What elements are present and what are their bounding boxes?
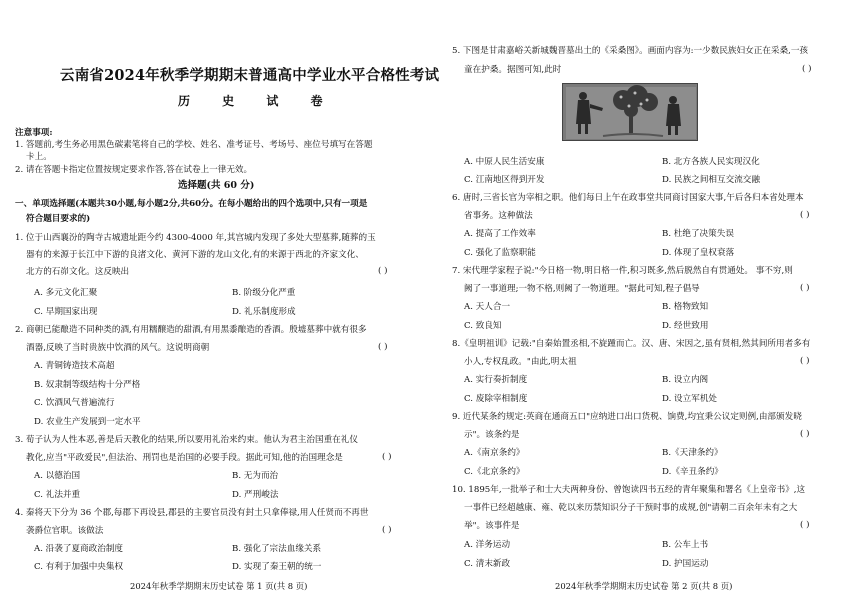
option-d: D. 经世致用 (662, 321, 709, 331)
option-c: C. 早期国家出现 (34, 307, 98, 317)
option-d: D. 护国运动 (662, 559, 709, 569)
option-a: A. 中原人民生活安康 (464, 157, 545, 167)
answer-paren: ( ) (382, 452, 392, 462)
option-b: B. 设立内阁 (662, 375, 709, 385)
option-c: C. 强化了监察职能 (464, 248, 536, 258)
option-c: C. 致良知 (464, 321, 502, 331)
question-stem: 6. 唐时,三省长官为宰相之职。他们每日上午在政事堂共同商讨国家大事,午后各归本省处理本 (452, 193, 804, 203)
question-stem: 1. 位于山西襄汾的陶寺古城遗址距今约 4300-4000 年,其宫城内发现了多处大型墓葬,随葬的玉 (15, 233, 376, 243)
question-stem: 一事件已经超越康、雍、乾以来历禁知识分子干预时事的成规,创"请朝二百余年未有之大 (464, 503, 798, 513)
question-stem: 10. 1895年,一批举子和士大夫两种身份、曾饱读四书五经的青年聚集和署名《上皇帝书》,这 (452, 485, 806, 495)
option-d: D.《辛丑条约》 (662, 467, 723, 477)
option-b: B.《天津条约》 (662, 448, 723, 458)
option-c: C. 礼法并重 (34, 490, 81, 500)
option-d: D. 设立军机处 (662, 394, 718, 404)
option-b: B. 格物致知 (662, 302, 709, 312)
option-a: A. 提高了工作效率 (464, 229, 536, 239)
page-footer: 2024年秋季学期期末历史试卷 第 2 页(共 8 页) (555, 581, 733, 591)
instruction-line: 符合题目要求的) (26, 214, 91, 224)
question-stem: 9. 近代某条约规定:英商在通商五口"应纳进口出口货税、饷费,均宜秉公议定则例,由部颁发晓 (452, 412, 802, 422)
question-stem: 5. 下图是甘肃嘉峪关新城魏晋墓出土的《采桑图》。画面内容为:一少数民族妇女正在采桑,一孩 (452, 46, 809, 56)
option-a: A. 洋务运动 (464, 540, 511, 550)
option-b: B. 阶级分化严重 (232, 288, 296, 298)
option-b: B. 北方各族人民实现汉化 (662, 157, 760, 167)
section-heading: 选择题(共 60 分) (178, 180, 255, 191)
question-stem: 2. 商朝已能酿造不同种类的酒,有用糯醸造的甜酒,有用黑黍酿造的香酒。殷墟墓葬中就有很多 (15, 325, 367, 335)
option-a: A. 沿袭了夏商政治制度 (34, 544, 124, 554)
option-d: D. 民族之间相互交流交融 (662, 175, 760, 185)
note-line: 1. 答题前,考生务必用黑色碳素笔将自己的学校、姓名、准考证号、考场号、座位号填写在答题 (15, 140, 373, 150)
answer-paren: ( ) (378, 266, 388, 276)
option-a: A.《南京条约》 (464, 448, 525, 458)
exam-title: 云南省2024年秋季学期期末普通高中学业水平合格性考试 (60, 67, 440, 84)
answer-paren: ( ) (382, 525, 392, 535)
answer-paren: ( ) (800, 356, 810, 366)
question-stem: 举"。该事件是 (464, 521, 520, 531)
question-stem: 8.《皇明祖训》记载:"自秦始置丞相,不旋踵而亡。汉、唐、宋因之,虽有贤相,然其间所用者多有 (452, 339, 811, 349)
question-stem: 4. 秦将天下分为 36 个郡,每郡下再设县,郡县的主要官员没有封土只拿俸禄,用人任贤而不再世 (15, 508, 369, 518)
option-d: D. 体现了皇权衰落 (662, 248, 735, 258)
answer-paren: ( ) (378, 342, 388, 352)
option-c: C. 有利于加强中央集权 (34, 562, 124, 572)
answer-paren: ( ) (800, 520, 810, 530)
question-stem: 阙了一事道理;一物不格,则阙了一物道理。"据此可知,程子倡导 (464, 284, 700, 294)
question-stem: 北方的石峁文化。这反映出 (26, 267, 130, 277)
option-a: A. 青铜铸造技术高超 (34, 361, 115, 371)
option-c: C.《北京条约》 (464, 467, 525, 477)
option-c: C. 江南地区得到开发 (464, 175, 545, 185)
option-c: C. 清末新政 (464, 559, 511, 569)
question-stem: 袭爵位官职。该做法 (26, 526, 104, 536)
question-stem: 小人,专权乱政。"由此,明太祖 (464, 357, 577, 367)
exam-subtitle: 历 史 试 卷 (178, 94, 337, 108)
question-stem: 省事务。这种做法 (464, 211, 533, 221)
question-stem: 酒器,反映了当时贵族中饮酒的风气。这说明商朝 (26, 343, 210, 353)
note-line: 2. 请在答题卡指定位置按规定要求作答,答在试卷上一律无效。 (15, 165, 253, 175)
option-d: D. 礼乐制度形成 (232, 307, 296, 317)
answer-paren: ( ) (802, 64, 812, 74)
page-footer: 2024年秋季学期期末历史试卷 第 1 页(共 8 页) (130, 581, 308, 591)
instruction-line: 一、单项选择题(本题共30小题,每小题2分,共60分。在每小题给出的四个选项中,只有一项是 (15, 199, 368, 209)
option-a: A. 多元文化汇聚 (34, 288, 98, 298)
option-d: D. 严刑峻法 (232, 490, 279, 500)
option-c: C. 废除宰相制度 (464, 394, 528, 404)
exam-page-2-content (430, 0, 860, 608)
option-b: B. 奴隶制等级结构十分严格 (34, 380, 141, 390)
option-a: A. 实行奏折制度 (464, 375, 528, 385)
question-stem: 器有的来源于长江中下游的良渚文化、黄河下游的龙山文化,有的来源于西北的齐家文化、 (26, 250, 364, 260)
question-stem: 3. 荀子认为人性本恶,善是后天教化的结果,所以要用礼治来约束。他认为君主治国重在礼仪 (15, 435, 358, 445)
question-stem: 童在护桑。据图可知,此时 (464, 65, 562, 75)
option-d: D. 实现了秦王朝的统一 (232, 562, 322, 572)
notes-heading: 注意事项: (15, 128, 53, 138)
answer-paren: ( ) (800, 283, 810, 293)
answer-paren: ( ) (800, 429, 810, 439)
option-a: A. 以德治国 (34, 471, 81, 481)
option-b: B. 杜绝了决策失误 (662, 229, 734, 239)
question-stem: 7. 宋代理学家程子说:"今日格一物,明日格一件,积习既多,然后脱然自有贯通处。 事不穷,则 (452, 266, 793, 276)
question-stem: 示"。该条约是 (464, 430, 520, 440)
option-d: D. 农业生产发展到一定水平 (34, 417, 141, 427)
option-b: B. 强化了宗法血缘关系 (232, 544, 322, 554)
note-line: 卡上。 (26, 152, 52, 162)
option-b: B. 公车上书 (662, 540, 709, 550)
answer-paren: ( ) (800, 210, 810, 220)
option-b: B. 无为而治 (232, 471, 279, 481)
option-a: A. 天人合一 (464, 302, 511, 312)
question-stem: 教化,应当"平政爱民",但法治、刑罚也是治国的必要手段。据此可知,他的治国理念是 (26, 453, 343, 463)
option-c: C. 饮酒风气普遍流行 (34, 398, 115, 408)
